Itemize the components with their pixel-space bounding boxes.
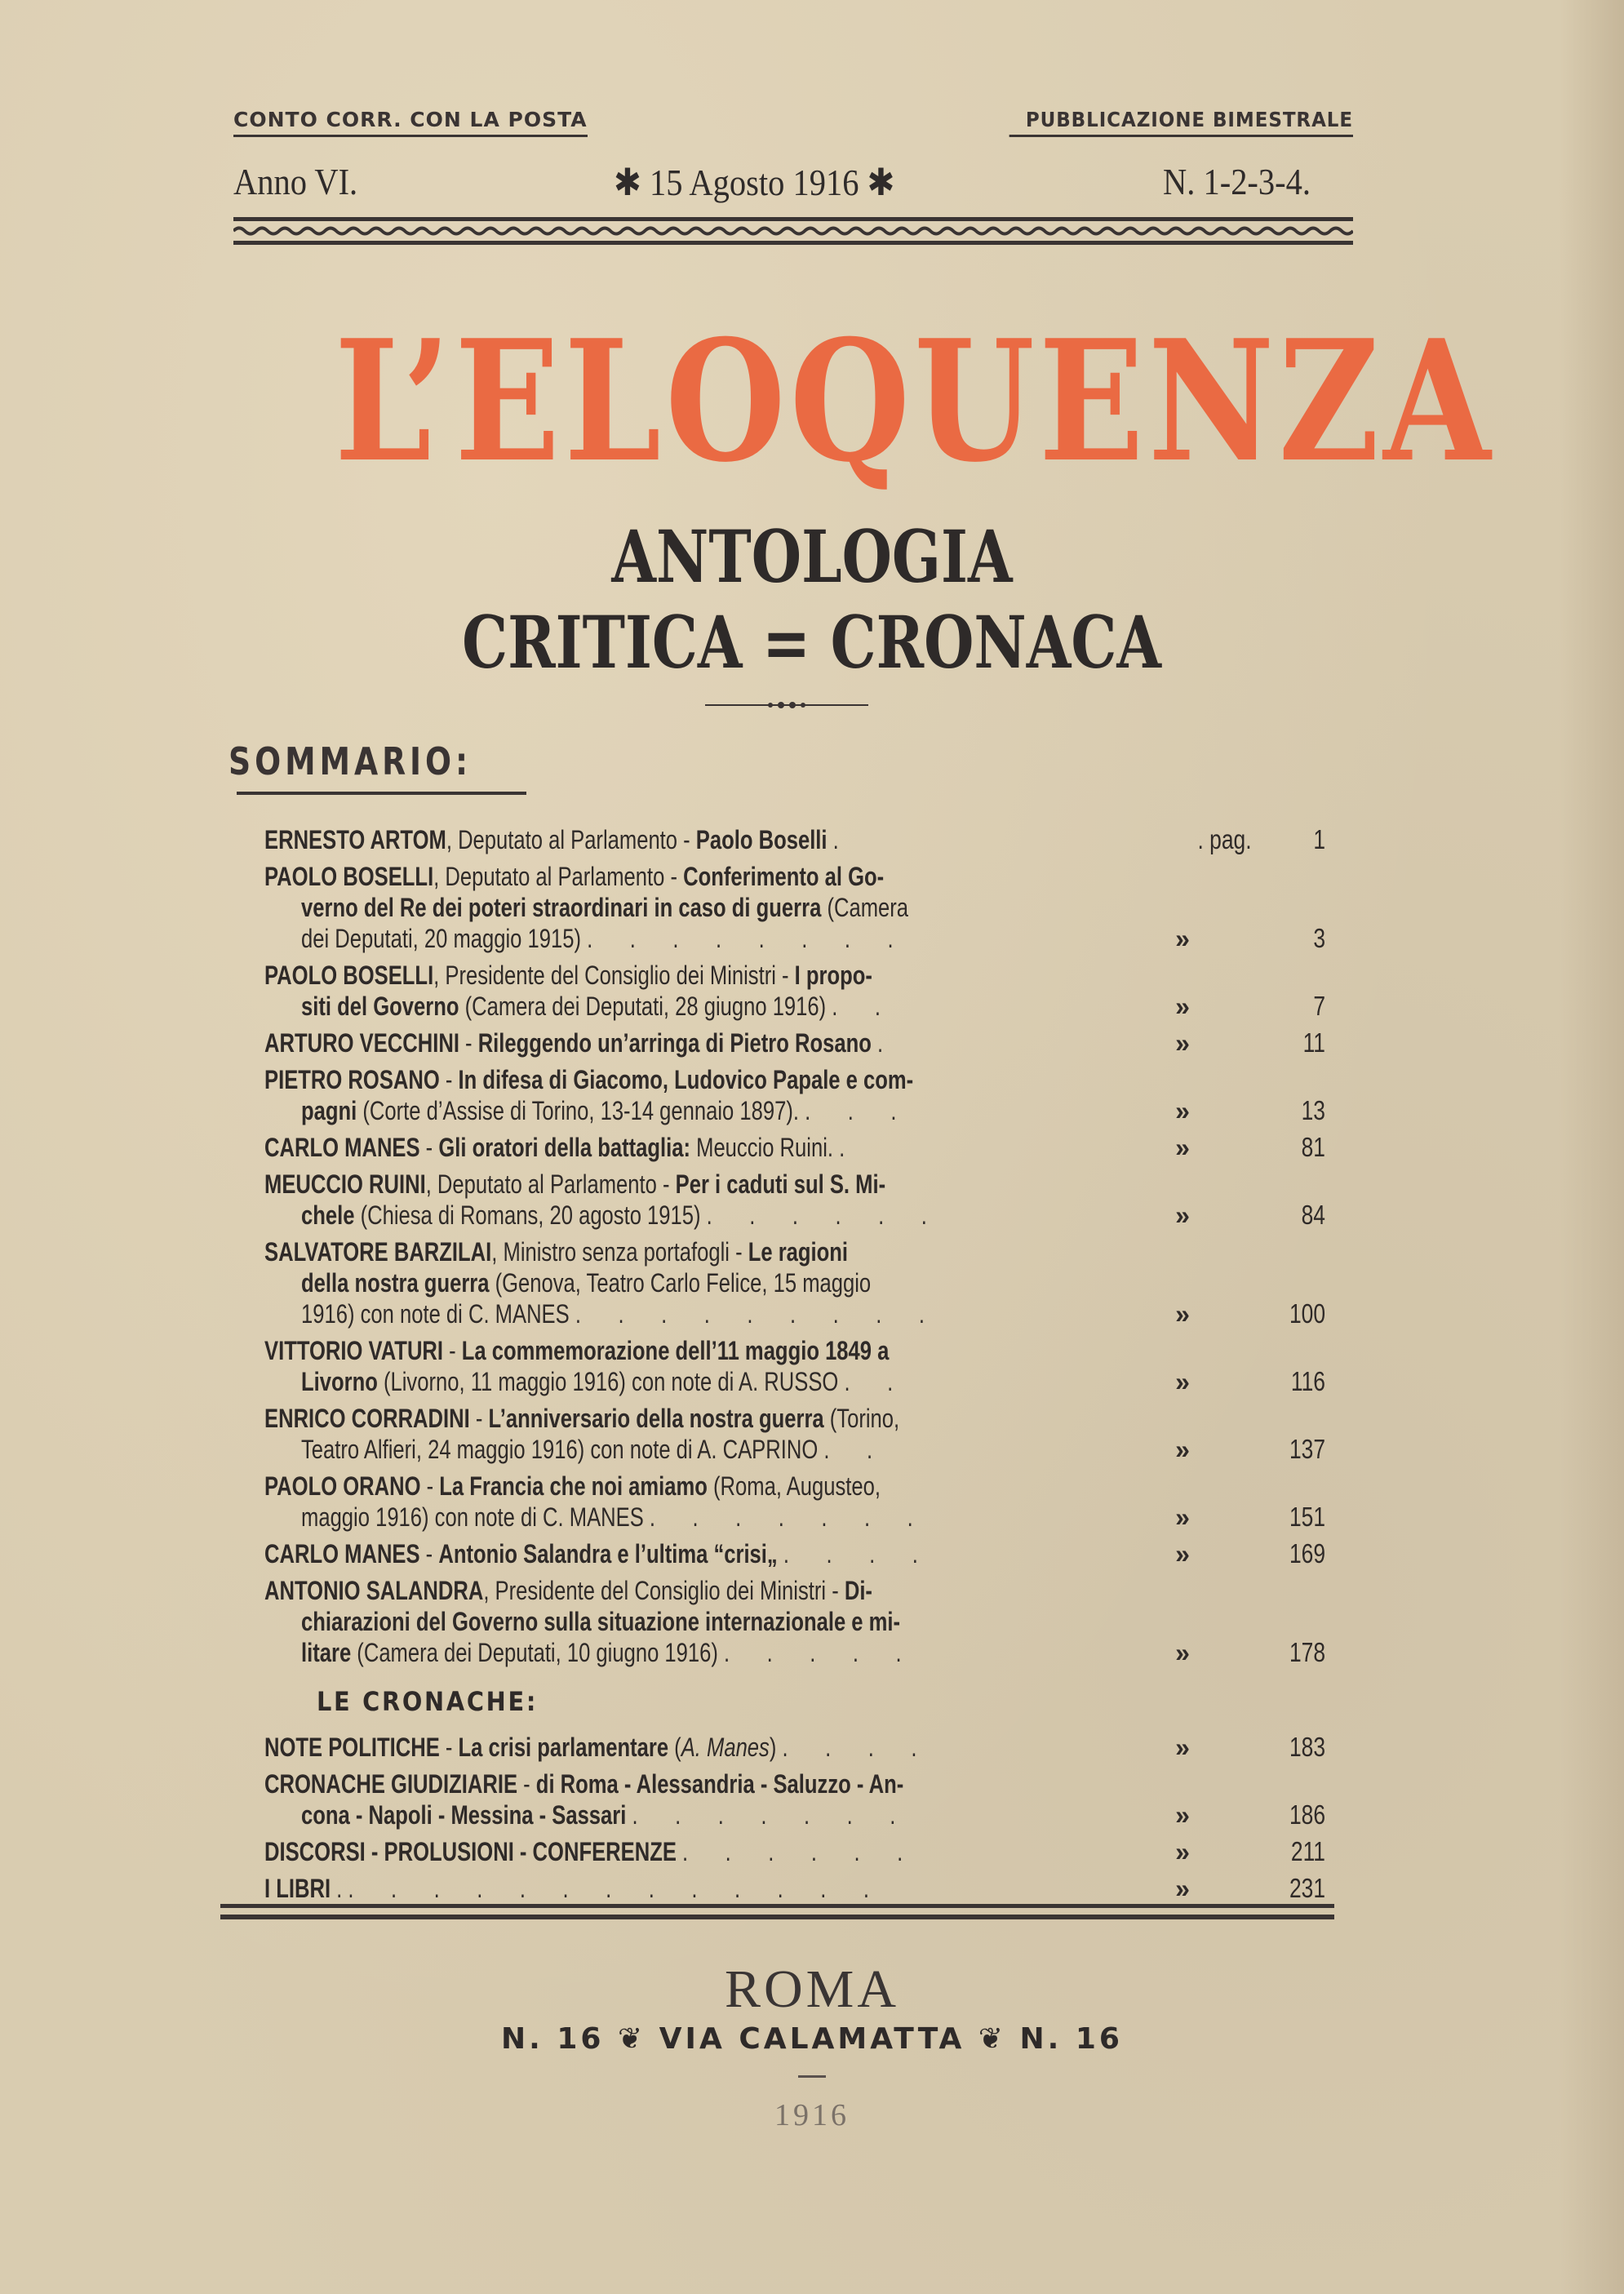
ditto-mark: » xyxy=(1175,1028,1190,1058)
subtitle-critica-cronaca: CRITICA = CRONACA xyxy=(462,600,1162,685)
toc-entry-line: siti del Governo (Camera dei Deputati, 28 giugno 1916) . . xyxy=(301,992,897,1021)
toc-entry xyxy=(264,824,1325,855)
subtitle-antologia: ANTOLOGIA xyxy=(611,514,1013,599)
volume-year: Anno VI. xyxy=(233,161,358,202)
ditto-mark: » xyxy=(1175,924,1190,953)
toc-entry-line: I LIBRI . . . . . . . . . . . . . . xyxy=(264,1874,885,1903)
ditto-mark: » xyxy=(1175,1733,1190,1762)
page-number: 137 xyxy=(1289,1434,1325,1464)
toc-entry xyxy=(264,960,1325,1022)
page-number: 13 xyxy=(1301,1095,1325,1125)
page-number: 3 xyxy=(1313,923,1325,953)
toc-entry-line: PAOLO BOSELLI, Presidente del Consiglio dei Ministri - I propo- xyxy=(264,961,872,990)
publication-year: 1916 xyxy=(774,2098,850,2132)
header-rule-bottom xyxy=(233,241,1353,245)
toc-entry xyxy=(264,1169,1325,1231)
toc-entry-line: ENRICO CORRADINI - L’anniversario della nostra guerra (Torino, xyxy=(264,1404,900,1433)
ornament-divider-icon xyxy=(705,700,868,710)
ditto-mark: » xyxy=(1175,1638,1190,1667)
toc-entry-line: 1916) con note di C. MANES . . . . . . . . . xyxy=(301,1299,941,1329)
toc-entry-line: PAOLO ORANO - La Francia che noi amiamo (Roma, Augusteo, xyxy=(264,1471,881,1501)
toc-entry-line: CRONACHE GIUDIZIARIE - di Roma - Alessandria - Saluzzo - An- xyxy=(264,1769,904,1799)
toc-entry xyxy=(264,1538,1325,1569)
contents-heading: SOMMARIO: xyxy=(229,739,473,783)
page-number: 84 xyxy=(1301,1200,1325,1230)
page-number: 116 xyxy=(1290,1366,1325,1396)
footer-rule-bottom xyxy=(220,1915,1334,1919)
ditto-mark: » xyxy=(1175,1367,1190,1396)
page-number: 211 xyxy=(1290,1836,1325,1866)
toc-entry xyxy=(264,1836,1325,1867)
toc-entry xyxy=(264,1064,1325,1126)
ditto-mark: » xyxy=(1175,1837,1190,1866)
page-label: . pag. xyxy=(1197,824,1252,854)
toc-entry-line: ARTURO VECCHINI - Rileggendo un’arringa di Pietro Rosano . xyxy=(264,1028,884,1058)
toc-entry xyxy=(264,1768,1325,1830)
toc-entry xyxy=(264,1335,1325,1397)
ditto-mark: » xyxy=(1175,1096,1190,1125)
toc-entry-line: NOTE POLITICHE - La crisi parlamentare (A. Manes) . . . . xyxy=(264,1733,933,1762)
toc-entry xyxy=(264,1132,1325,1163)
publication-frequency-label: PUBBLICAZIONE BIMESTRALE xyxy=(1009,108,1353,137)
toc-entry-line: ANTONIO SALANDRA, Presidente del Consiglio dei Ministri - Di- xyxy=(264,1576,872,1605)
page-number: 151 xyxy=(1289,1502,1325,1532)
issue-number: N. 1-2-3-4. xyxy=(1163,161,1311,202)
toc-entry-line: chele (Chiesa di Romans, 20 agosto 1915) . . . . . . xyxy=(301,1200,943,1230)
page-number: 1 xyxy=(1313,824,1325,854)
page-number: 231 xyxy=(1289,1873,1325,1903)
ditto-mark: » xyxy=(1175,1435,1190,1464)
toc-entry-line: verno del Re dei poteri straordinari in caso di guerra (Camera xyxy=(301,893,909,922)
ditto-mark: » xyxy=(1175,1502,1190,1532)
postal-account-label: CONTO CORR. CON LA POSTA xyxy=(233,108,588,137)
toc-entry xyxy=(264,1027,1325,1058)
contents-heading-rule xyxy=(237,792,526,795)
toc-entry xyxy=(264,1575,1325,1668)
ditto-mark: » xyxy=(1175,1539,1190,1569)
toc-entry-line: DISCORSI - PROLUSIONI - CONFERENZE . . . . . . xyxy=(264,1837,919,1866)
toc-entry-line: MEUCCIO RUINI, Deputato al Parlamento - Per i caduti sul S. Mi- xyxy=(264,1169,886,1199)
ditto-mark: » xyxy=(1175,1299,1190,1329)
page-number: 81 xyxy=(1301,1132,1325,1162)
toc-entry-line: maggio 1916) con note di C. MANES . . . . . . . xyxy=(301,1502,929,1532)
toc-entry-line: ERNESTO ARTOM, Deputato al Parlamento - Paolo Boselli . xyxy=(264,825,839,854)
toc-entry-line: cona - Napoli - Messina - Sassari . . . . . . . xyxy=(301,1800,912,1830)
cronache-heading: LE CRONACHE: xyxy=(317,1686,539,1717)
page-number: 178 xyxy=(1289,1637,1325,1667)
header-wavy-rule xyxy=(233,225,1353,237)
toc-entry xyxy=(264,1236,1325,1329)
toc-entry-line: pagni (Corte d’Assise di Torino, 13-14 gennaio 1897). . . . xyxy=(301,1096,912,1125)
toc-entry-line: PAOLO BOSELLI, Deputato al Parlamento - Conferimento al Go- xyxy=(264,862,885,891)
journal-title: L’ELOQUENZA xyxy=(334,304,1495,499)
toc-entry-line: litare (Camera dei Deputati, 10 giugno 1916) . . . . . xyxy=(301,1638,917,1667)
page-number: 7 xyxy=(1313,991,1325,1021)
toc-entry xyxy=(264,1732,1325,1763)
toc-entry-line: CARLO MANES - Gli oratori della battaglia: Meuccio Ruini. . xyxy=(264,1133,861,1162)
toc-entry xyxy=(264,1873,1325,1904)
issue-date: ✱ 15 Agosto 1916 ✱ xyxy=(614,162,895,203)
ditto-mark: » xyxy=(1175,1800,1190,1830)
header-rule-top xyxy=(233,217,1353,221)
page-number: 183 xyxy=(1289,1732,1325,1762)
toc-entry-line: SALVATORE BARZILAI, Ministro senza portafogli - Le ragioni xyxy=(264,1237,849,1267)
toc-entry-line: PIETRO ROSANO - In difesa di Giacomo, Ludovico Papale e com- xyxy=(264,1065,914,1094)
toc-entry-line: della nostra guerra (Genova, Teatro Carlo Felice, 15 maggio xyxy=(301,1268,872,1298)
page-number: 100 xyxy=(1289,1298,1325,1329)
toc-entry-line: dei Deputati, 20 maggio 1915) . . . . . . . . xyxy=(301,924,909,953)
toc-entry-line: chiarazioni del Governo sulla situazione internazionale e mi- xyxy=(301,1607,901,1636)
ditto-mark: » xyxy=(1175,1200,1190,1230)
footer-small-rule xyxy=(798,2075,826,2078)
toc-entry xyxy=(264,861,1325,954)
page-number: 169 xyxy=(1289,1538,1325,1569)
ditto-mark: » xyxy=(1175,992,1190,1021)
ditto-mark: » xyxy=(1175,1133,1190,1162)
table-of-contents xyxy=(264,824,1325,1910)
toc-entry-line: VITTORIO VATURI - La commemorazione dell’11 maggio 1849 a xyxy=(264,1336,890,1365)
ditto-mark: » xyxy=(1175,1874,1190,1903)
toc-entry xyxy=(264,1403,1325,1465)
toc-entry-line: CARLO MANES - Antonio Salandra e l’ultima “crisi„ . . . . xyxy=(264,1539,934,1569)
toc-entry-line: Teatro Alfieri, 24 maggio 1916) con note di A. CAPRINO . . xyxy=(301,1435,889,1464)
footer-rule-top xyxy=(220,1904,1334,1908)
page-number: 186 xyxy=(1289,1799,1325,1830)
toc-entry xyxy=(264,1471,1325,1533)
publisher-address: N. 16 ❦ VIA CALAMATTA ❦ N. 16 xyxy=(501,2022,1123,2056)
toc-entry-line: Livorno (Livorno, 11 maggio 1916) con note di A. RUSSO . . xyxy=(301,1367,909,1396)
publisher-city: ROMA xyxy=(724,1959,900,2019)
page-number: 11 xyxy=(1302,1027,1325,1058)
